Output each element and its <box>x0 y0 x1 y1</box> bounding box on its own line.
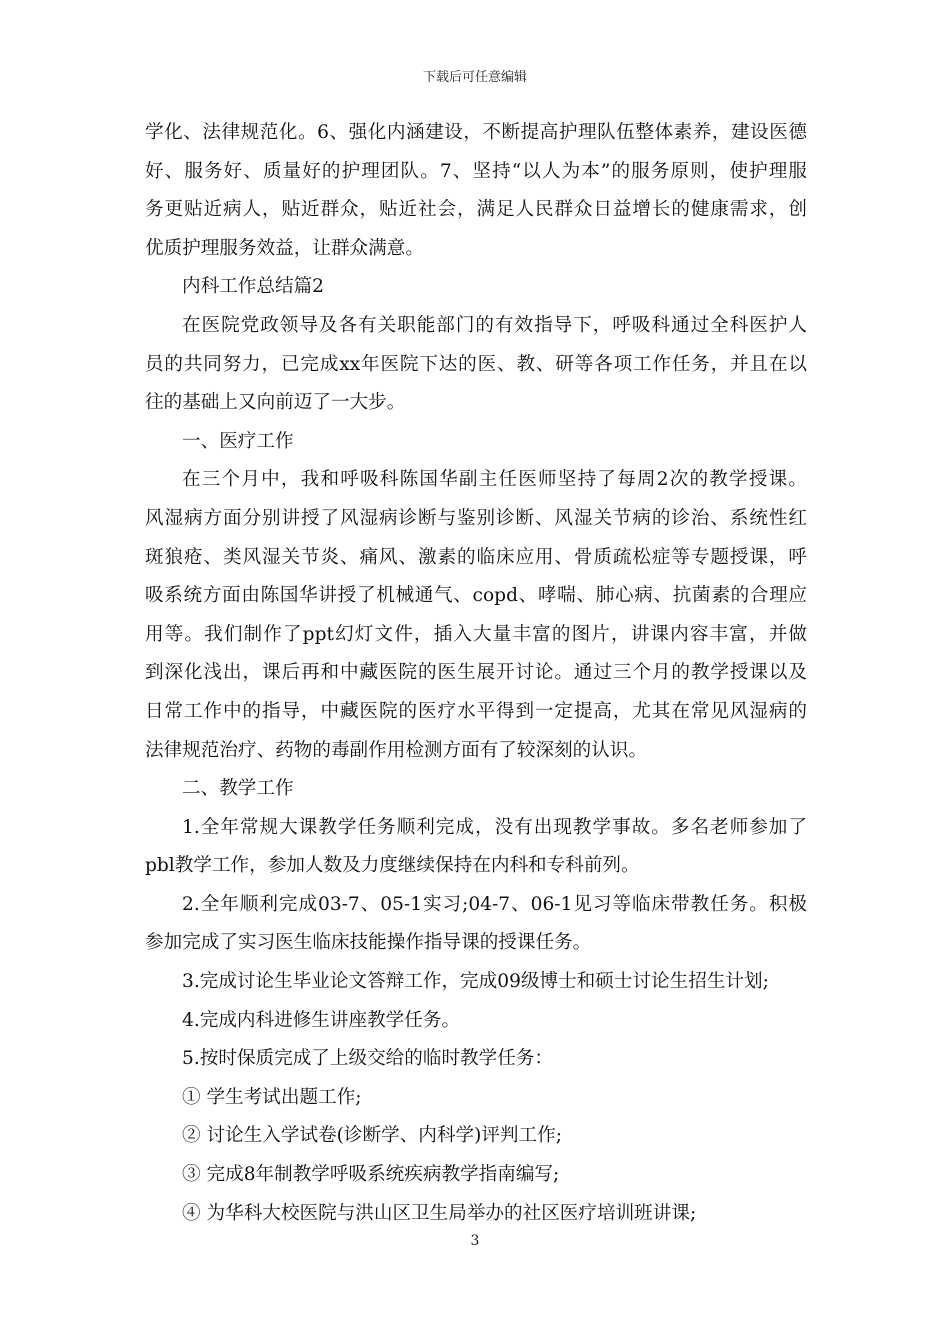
text-line: 员的共同努力，已完成xx年医院下达的医、教、研等各项工作任务，并且在以 <box>145 353 807 375</box>
section-title: 内科工作总结篇2 <box>182 276 324 298</box>
list-item: ③ 完成8年制教学呼吸系统疾病教学指南编写; <box>182 1164 560 1186</box>
text-line: 吸系统方面由陈国华讲授了机械通气、copd、哮喘、肺心病、抗菌素的合理应 <box>145 585 807 607</box>
section-heading: 二、教学工作 <box>182 778 294 800</box>
page-number: 3 <box>470 1233 480 1249</box>
text-line: 务更贴近病人，贴近群众，贴近社会，满足人民群众日益增长的健康需求，创 <box>145 199 807 221</box>
list-item: ④ 为华科大校医院与洪山区卫生局举办的社区医疗培训班讲课; <box>182 1202 697 1224</box>
text-line: 在医院党政领导及各有关职能部门的有效指导下，呼吸科通过全科医护人 <box>182 314 807 336</box>
text-line: 法律规范治疗、药物的毒副作用检测方面有了较深刻的认识。 <box>145 739 648 761</box>
document-body <box>145 114 807 1233</box>
text-line: 斑狼疮、类风湿关节炎、痛风、激素的临床应用、骨质疏松症等专题授课，呼 <box>145 546 807 568</box>
text-line: 参加完成了实习医生临床技能操作指导课的授课任务。 <box>145 932 592 954</box>
list-item: ② 讨论生入学试卷(诊断学、内科学)评判工作; <box>182 1125 562 1147</box>
text-line: 到深化浅出，课后再和中藏医院的医生展开讨论。通过三个月的教学授课以及 <box>145 662 807 684</box>
text-line: 日常工作中的指导，中藏医院的医疗水平得到一定提高，尤其在常见风湿病的 <box>145 700 807 722</box>
text-line: 5.按时保质完成了上级交给的临时教学任务： <box>182 1048 554 1070</box>
text-line: 2.全年顺利完成03-7、05-1实习;04-7、06-1见习等临床带教任务。积极 <box>182 893 807 915</box>
text-line: 4.完成内科进修生讲座教学任务。 <box>182 1009 461 1031</box>
text-line: pbl教学工作，参加人数及力度继续保持在内科和专科前列。 <box>145 855 640 877</box>
text-line: 往的基础上又向前迈了一大步。 <box>145 392 406 414</box>
text-line: 1.全年常规大课教学任务顺利完成，没有出现教学事故。多名老师参加了 <box>182 816 807 838</box>
text-line: 风湿病方面分别讲授了风湿病诊断与鉴别诊断、风湿关节病的诊治、系统性红 <box>145 507 807 529</box>
page-header: 下载后可任意编辑 <box>422 70 527 85</box>
text-line: 好、服务好、质量好的护理团队。7、坚持“以人为本”的服务原则，使护理服 <box>145 160 807 182</box>
text-line: 优质护理服务效益，让群众满意。 <box>145 237 424 259</box>
text-line: 3.完成讨论生毕业论文答辩工作，完成09级博士和硕士讨论生招生计划; <box>182 971 769 993</box>
list-item: ① 学生考试出题工作; <box>182 1086 362 1108</box>
section-heading: 一、医疗工作 <box>182 430 294 452</box>
text-line: 学化、法律规范化。6、强化内涵建设，不断提高护理队伍整体素养，建设医德 <box>145 122 807 143</box>
text-line: 用等。我们制作了ppt幻灯文件，插入大量丰富的图片，讲课内容丰富，并做 <box>145 623 807 645</box>
text-line: 在三个月中，我和呼吸科陈国华副主任医师坚持了每周2次的教学授课。 <box>182 469 807 491</box>
